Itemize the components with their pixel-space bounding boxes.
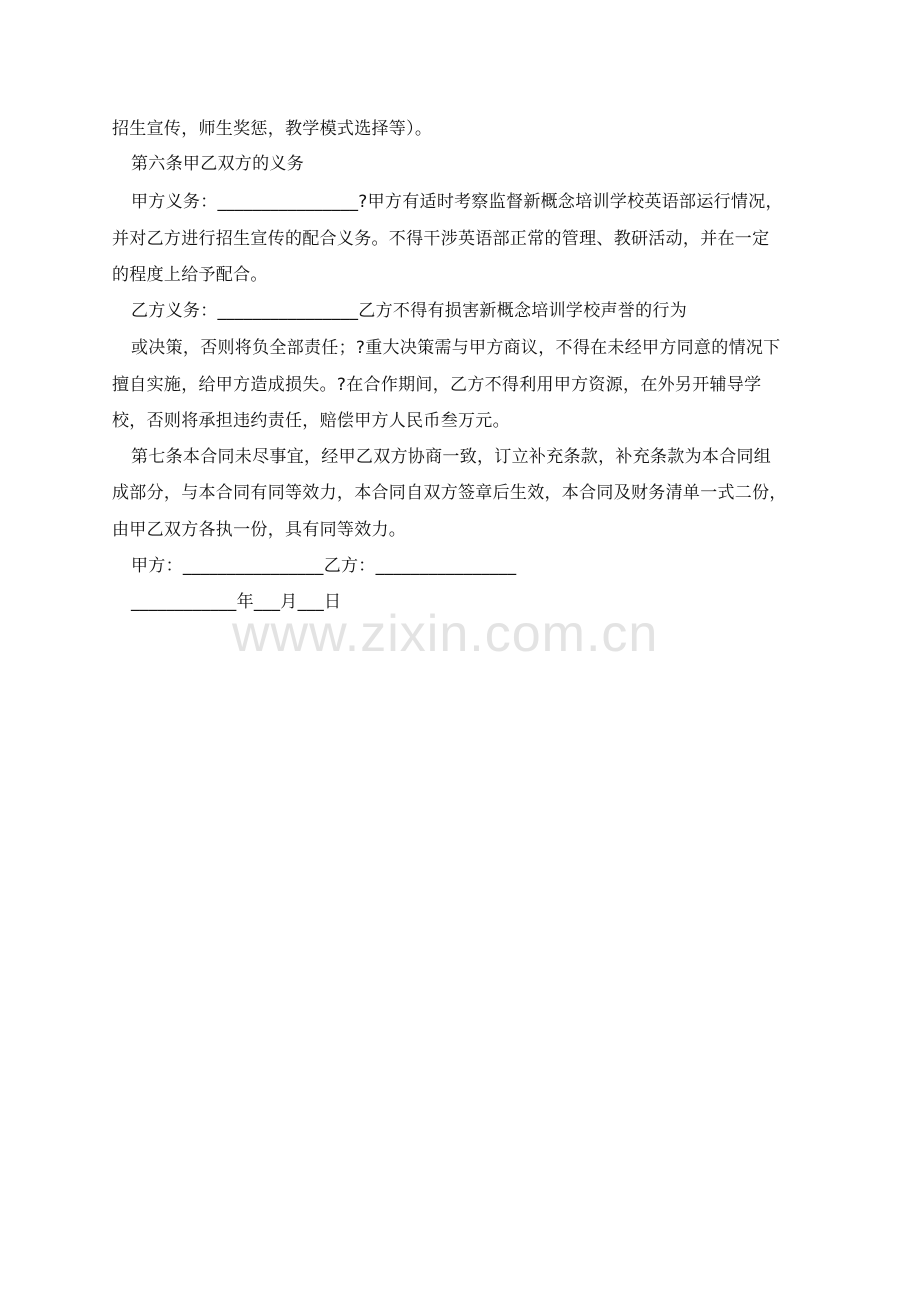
paragraph-line-1: 招生宣传，师生奖惩，教学模式选择等）。 [112, 119, 433, 139]
watermark: www.zixin.com.cn [232, 605, 659, 663]
party-b-obligations-line-1: 乙方义务：________________乙方不得有损害新概念培训学校声誉的行为 [131, 301, 687, 321]
party-b-obligations-line-2: 或决策，否则将负全部责任；?重大决策需与甲方商议，不得在未经甲方同意的情况下 [131, 338, 781, 358]
section-heading-article-6: 第六条甲乙双方的义务 [131, 154, 304, 174]
party-a-obligations-line-2: 并对乙方进行招生宣传的配合义务。不得干涉英语部正常的管理、教研活动，并在一定 [112, 229, 770, 249]
party-a-obligations-line-1: 甲方义务：________________?甲方有适时考察监督新概念培训学校英语部运行情况， [131, 192, 783, 212]
party-b-obligations-line-3: 擅自实施，给甲方造成损失。?在合作期间，乙方不得利用甲方资源，在外另开辅导学 [112, 375, 762, 395]
signature-line: 甲方：________________乙方：________________ [131, 556, 517, 576]
article-7-line-1: 第七条本合同未尽事宜，经甲乙双方协商一致，订立补充条款，补充条款为本合同组 [131, 447, 772, 467]
party-a-obligations-line-3: 的程度上给予配合。 [112, 265, 268, 285]
article-7-line-2: 成部分，与本合同有同等效力，本合同自双方签章后生效，本合同及财务清单一式二份， [112, 483, 787, 503]
date-line: ____________年___月___日 [131, 592, 342, 612]
party-b-obligations-line-4: 校，否则将承担违约责任，赔偿甲方人民币叁万元。 [112, 411, 510, 431]
article-7-line-3: 由甲乙双方各执一份，具有同等效力。 [112, 520, 407, 540]
